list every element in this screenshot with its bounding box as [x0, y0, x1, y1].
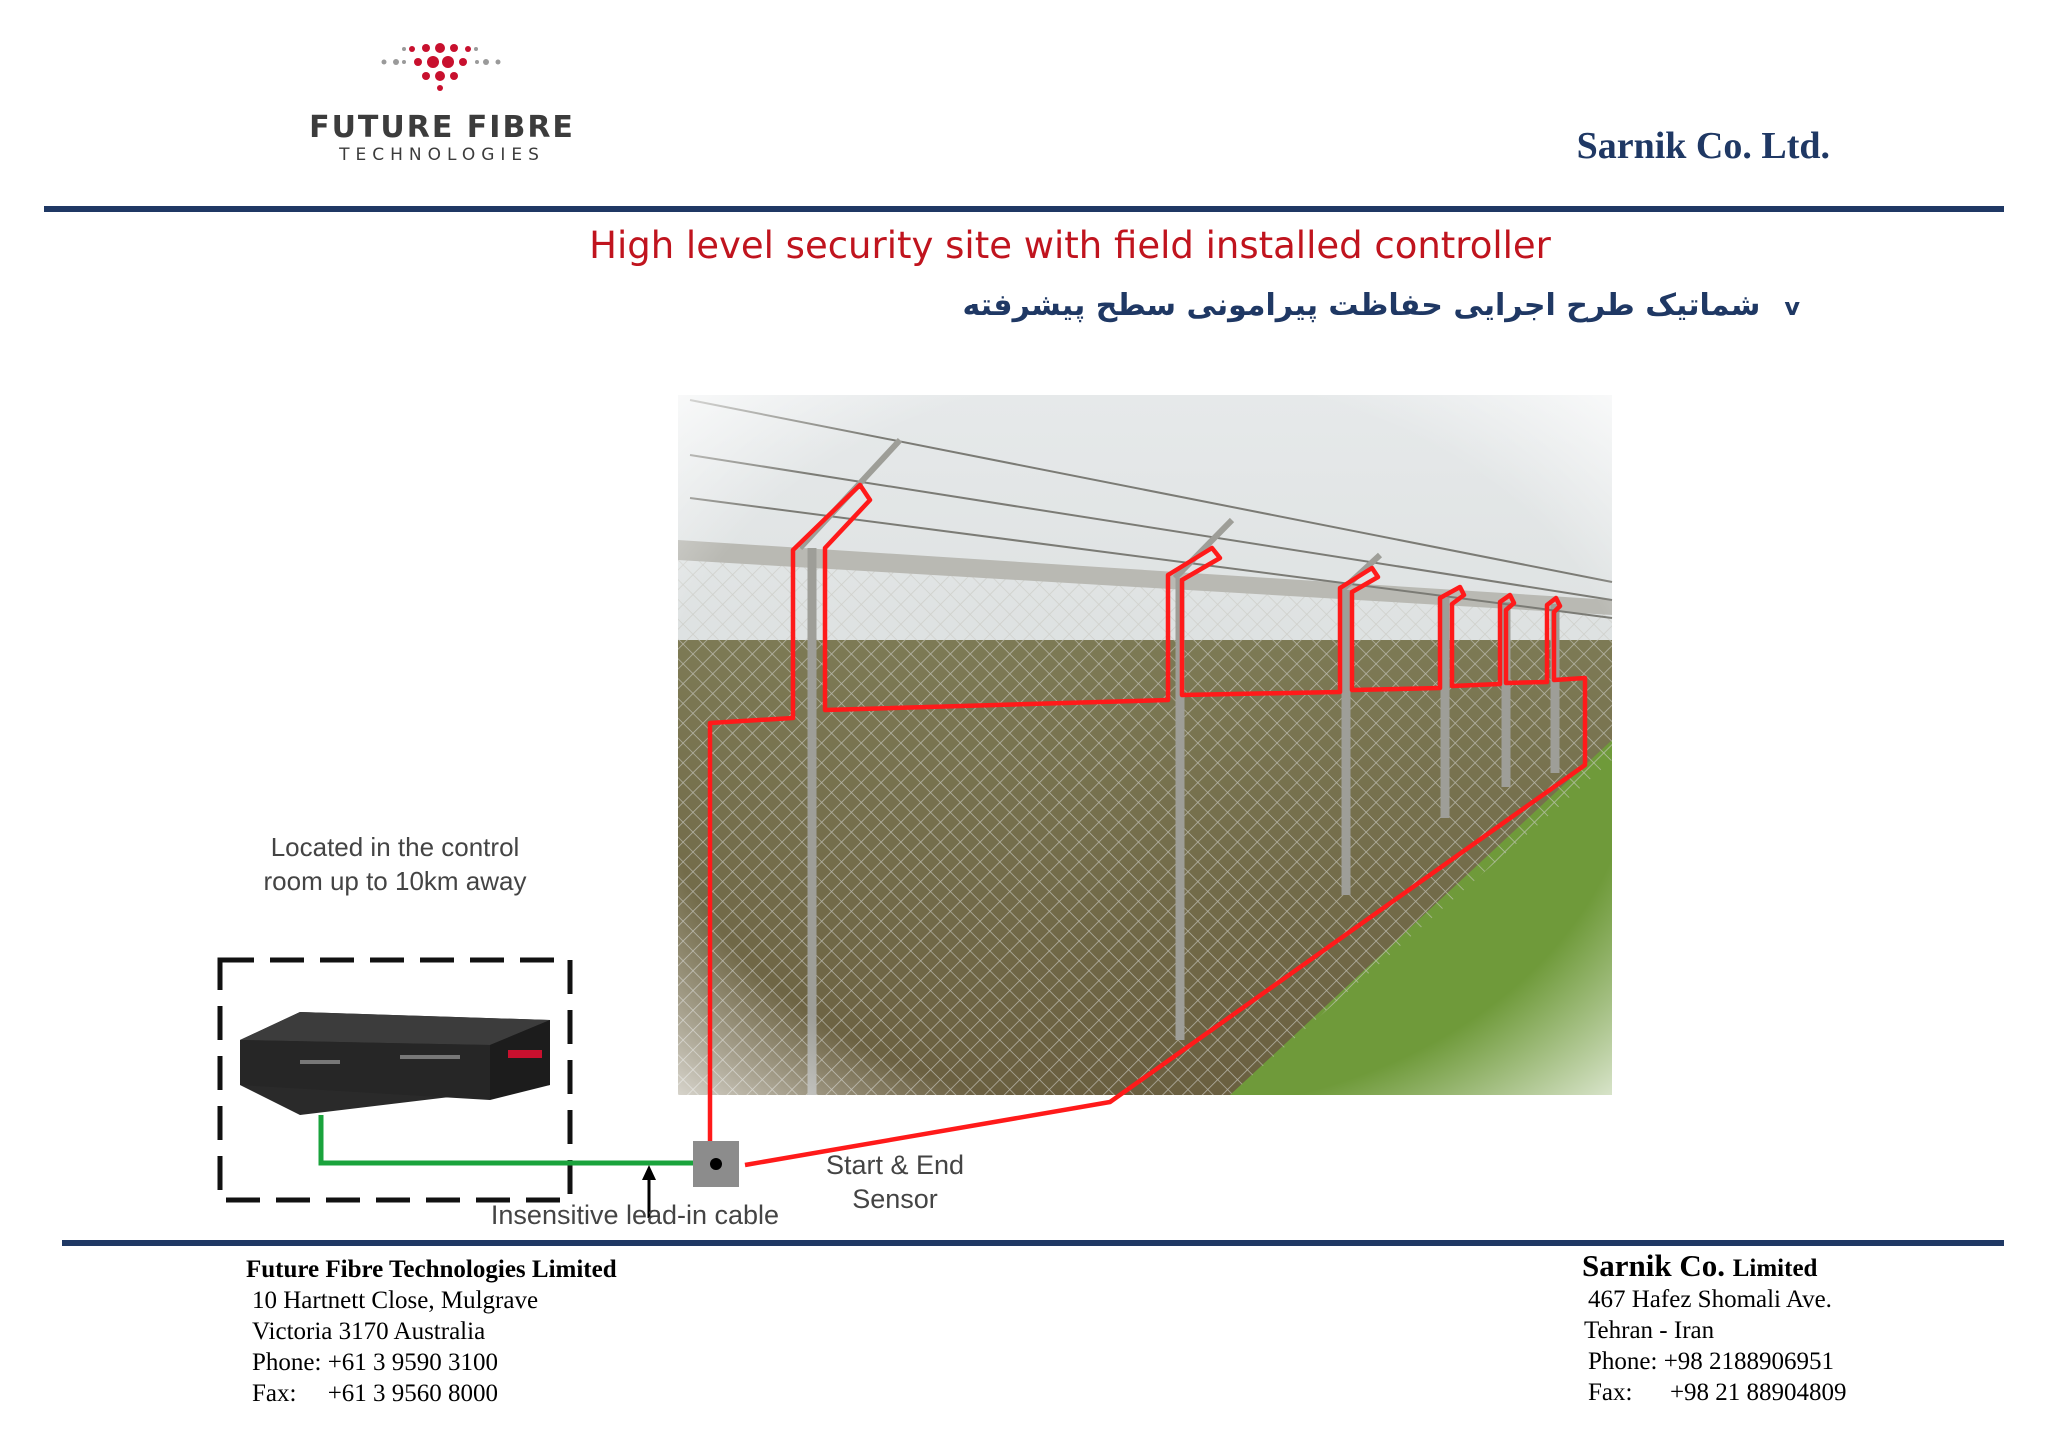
footer-divider [62, 1240, 2004, 1246]
lead-in-cable [321, 1115, 700, 1163]
subtitle-text: شماتیک طرح اجرایی حفاظت پیرامونی سطح پیشرفته [962, 288, 1761, 323]
page-title: High level security site with field installed controller [589, 224, 1551, 267]
control-room-note: Located in the control room up to 10km away [263, 832, 527, 896]
footer-left-address [246, 1254, 617, 1409]
footer-right-company-suffix: Limited [1732, 1255, 1818, 1282]
logo-subtitle: TECHNOLOGIES [339, 145, 545, 165]
footer-right-company [1582, 1250, 1847, 1284]
footer-left-address1: 10 Hartnett Close, Mulgrave [252, 1287, 539, 1314]
footer-left-company: Future Fibre Technologies Limited [246, 1256, 617, 1283]
lead-in-cable-label: Insensitive lead-in cable [490, 1200, 780, 1230]
subtitle-bullet: v [1784, 293, 1800, 321]
footer-right-address2: Tehran - Iran [1584, 1317, 1715, 1344]
fence-photo [678, 395, 1612, 1095]
footer-right-fax: Fax: +98 21 88904809 [1588, 1379, 1847, 1406]
company-name: Sarnik Co. Ltd. [1576, 125, 1830, 167]
footer-right-address1: 467 Hafez Shomali Ave. [1588, 1286, 1832, 1313]
footer-right-company-main: Sarnik Co. [1582, 1248, 1725, 1283]
logo-name: FUTURE FIBRE [309, 110, 575, 145]
controller-unit-icon [240, 1012, 550, 1115]
sensor-node [710, 1158, 722, 1170]
footer-left-phone: Phone: +61 3 9590 3100 [252, 1349, 499, 1376]
footer-left-fax: Fax: +61 3 9560 8000 [252, 1380, 499, 1407]
footer-right-address [1582, 1250, 1847, 1408]
footer-left-address2: Victoria 3170 Australia [252, 1318, 486, 1345]
footer-right-phone: Phone: +98 2188906951 [1588, 1348, 1835, 1375]
sensor-label: Start & End Sensor [825, 1150, 965, 1214]
